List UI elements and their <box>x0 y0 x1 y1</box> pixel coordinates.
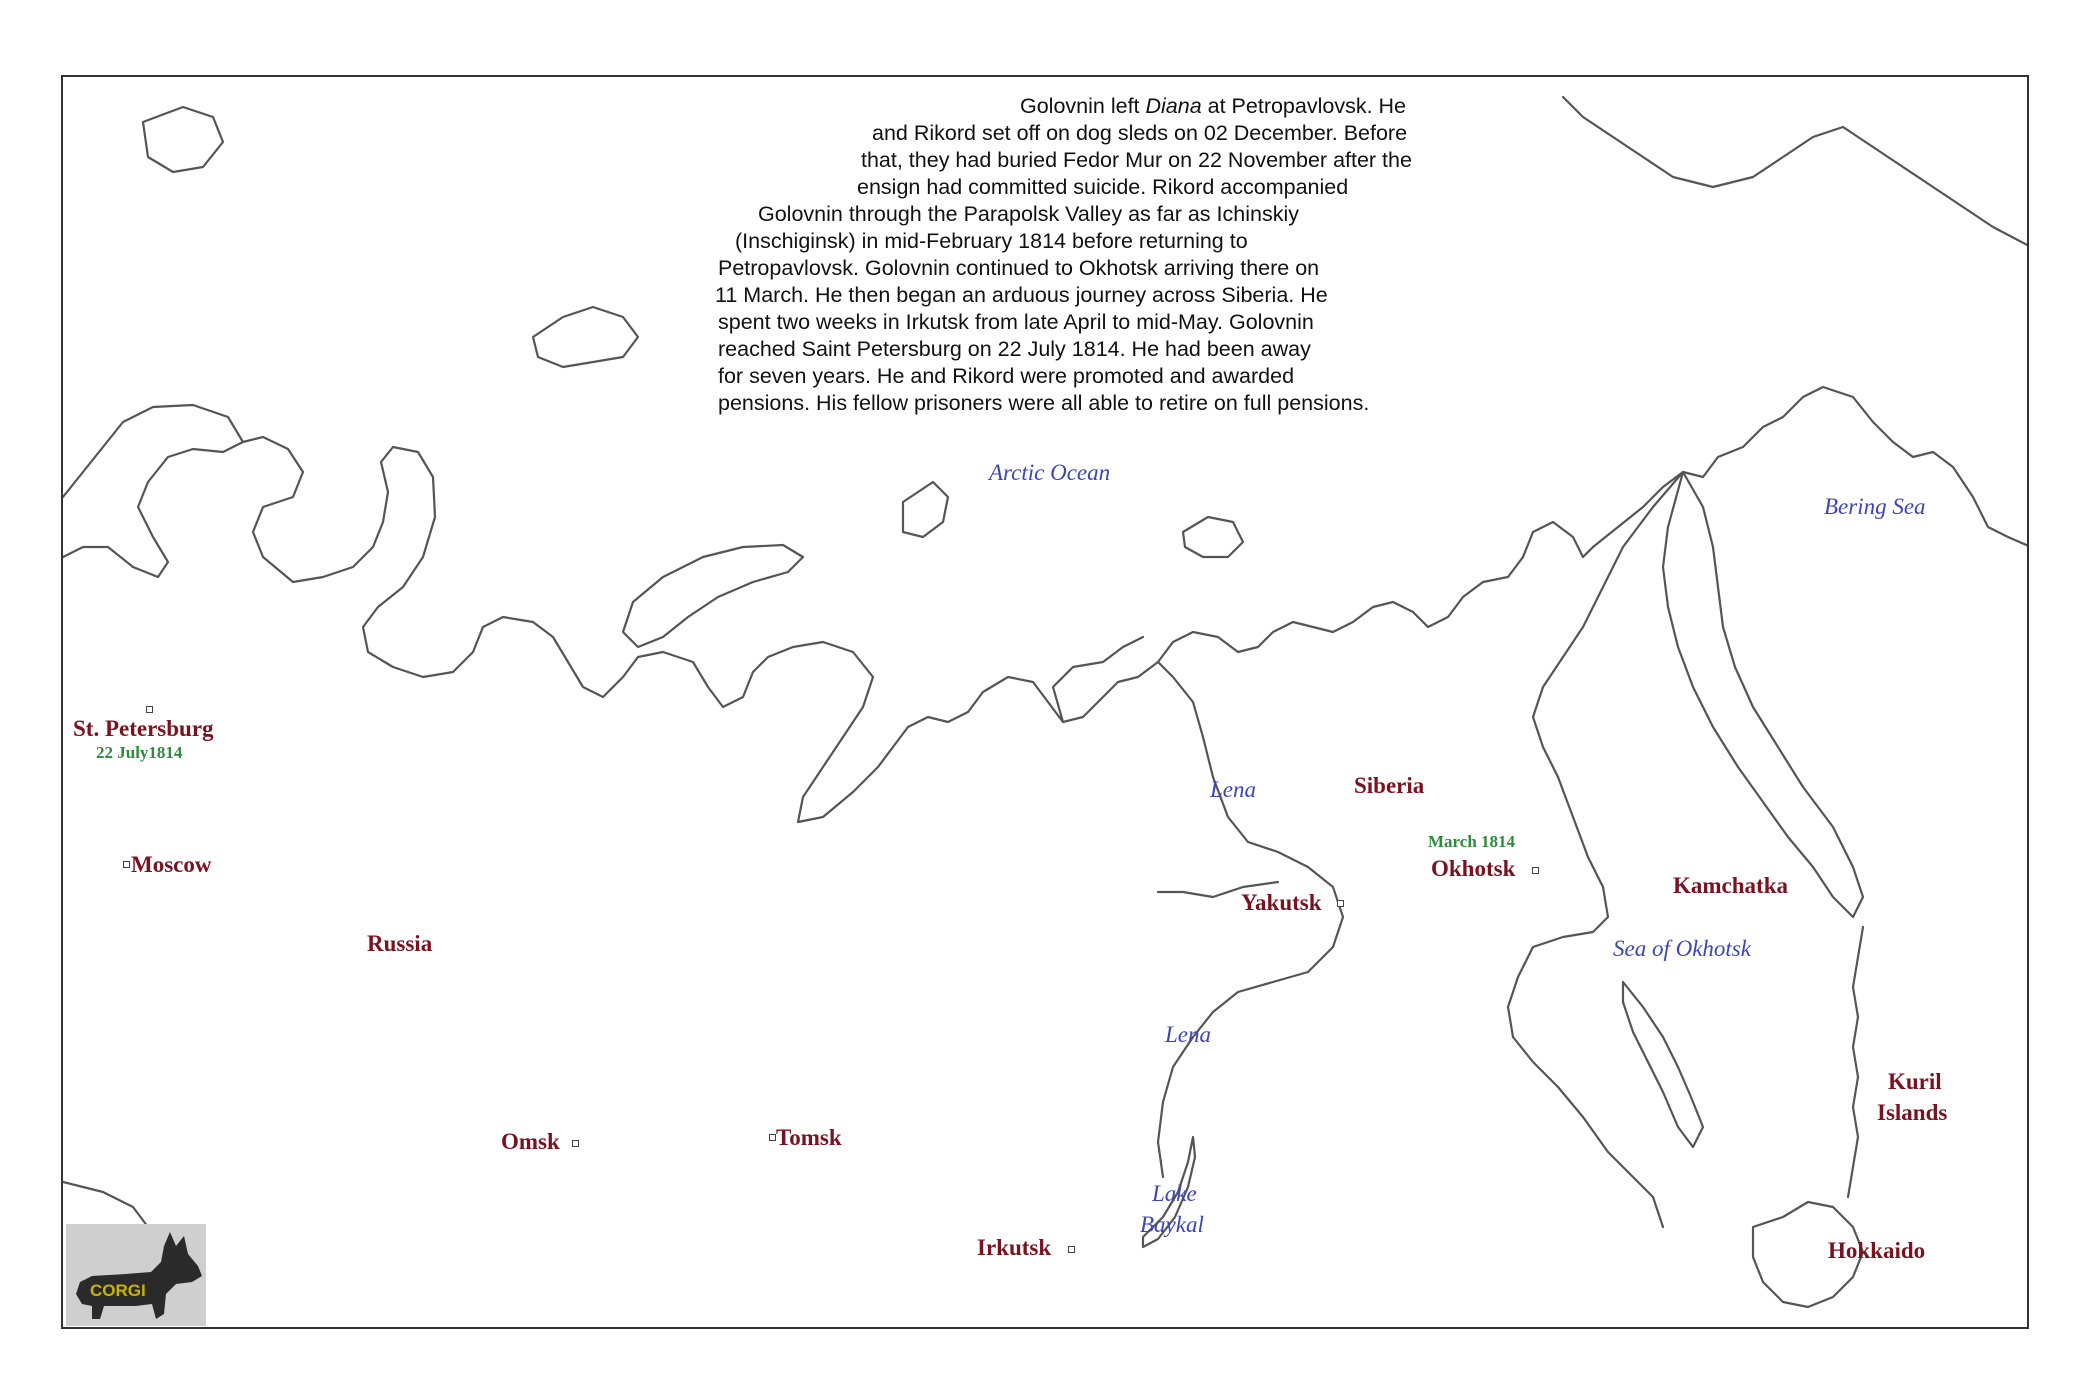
new-siberian-islands <box>1183 517 1243 557</box>
label-baykal: Baykal <box>1140 1212 1204 1237</box>
corgi-silhouette-icon <box>66 1224 206 1326</box>
sakhalin <box>1623 982 1703 1147</box>
novaya-zemlya <box>623 545 803 647</box>
primorye-coast <box>1513 1037 1663 1227</box>
narrative-line-10: reached Saint Petersburg on 22 July 1814. He had been away <box>718 337 1311 361</box>
label-russia: Russia <box>367 931 433 956</box>
kamchatka-coast <box>1663 472 1863 917</box>
date-okhotsk: March 1814 <box>1428 832 1516 851</box>
narrative-line-12: pensions. His fellow prisoners were all able to retire on full pensions. <box>718 391 1370 415</box>
label-irkutsk: Irkutsk <box>977 1235 1052 1260</box>
narrative-line-3: that, they had buried Fedor Mur on 22 November after the <box>861 148 1412 172</box>
label-kamchatka: Kamchatka <box>1673 873 1788 898</box>
svalbard <box>143 107 223 172</box>
corgi-logo-text: CORGI <box>90 1281 146 1300</box>
city-marker-moscow <box>123 861 130 868</box>
franz-josef-land <box>533 307 638 367</box>
lena-river <box>1158 662 1343 1177</box>
city-marker-omsk <box>572 1140 579 1147</box>
narrative-line-1 <box>713 93 1563 120</box>
label-hokkaido: Hokkaido <box>1828 1238 1926 1263</box>
city-marker-yakutsk <box>1337 900 1344 907</box>
city-marker-st-petersburg <box>146 706 153 713</box>
narrative-text <box>713 93 1563 417</box>
label-sea-of-okhotsk: Sea of Okhotsk <box>1613 936 1751 961</box>
label-tomsk: Tomsk <box>776 1125 842 1150</box>
label-lake: Lake <box>1152 1181 1197 1206</box>
label-yakutsk: Yakutsk <box>1241 890 1322 915</box>
narrative-line-2: and Rikord set off on dog sleds on 02 December. Before <box>872 121 1408 145</box>
narrative-line-6: (Inschiginsk) in mid-February 1814 before returning to <box>735 229 1248 253</box>
label-bering-sea: Bering Sea <box>1824 494 1926 519</box>
label-siberia: Siberia <box>1354 773 1425 798</box>
corgi-logo <box>66 1224 206 1326</box>
kola-coast <box>243 437 483 677</box>
chukotka-coast <box>1563 97 2029 247</box>
caspian-area-coast <box>63 1182 148 1227</box>
scandinavia-coast <box>63 405 243 577</box>
narrative-line-4: ensign had committed suicide. Rikord accompanied <box>857 175 1349 199</box>
label-moscow: Moscow <box>131 852 212 877</box>
label-islands: Islands <box>1877 1100 1948 1125</box>
date-st-petersburg: 22 July1814 <box>96 743 183 762</box>
label-omsk: Omsk <box>501 1129 560 1154</box>
narrative-line-11: for seven years. He and Rikord were promoted and awarded <box>718 364 1295 388</box>
city-marker-okhotsk <box>1532 867 1539 874</box>
label-lena-north: Lena <box>1210 777 1256 802</box>
kuril-chain <box>1848 927 1863 1197</box>
severnaya-zemlya <box>903 482 948 537</box>
narrative-line-7: Petropavlovsk. Golovnin continued to Okhotsk arriving there on <box>718 256 1320 280</box>
north-russia-coast <box>483 522 1593 822</box>
label-arctic-ocean: Arctic Ocean <box>989 460 1111 485</box>
narrative-fragment-2: at Petropavlovsk. He <box>1201 94 1407 118</box>
city-marker-irkutsk <box>1068 1246 1075 1253</box>
map-frame <box>61 75 2029 1329</box>
label-okhotsk: Okhotsk <box>1431 856 1516 881</box>
ship-name-diana: Diana <box>1145 94 1202 118</box>
east-siberia-coast <box>1593 387 2029 547</box>
label-st-petersburg: St. Petersburg <box>73 716 214 741</box>
narrative-line-5: Golovnin through the Parapolsk Valley as far as Ichinskiy <box>758 202 1299 226</box>
label-kuril: Kuril <box>1888 1069 1942 1094</box>
city-marker-tomsk <box>769 1134 776 1141</box>
narrative-line-9: spent two weeks in Irkutsk from late April to mid-May. Golovnin <box>718 310 1314 334</box>
label-lena-south: Lena <box>1165 1022 1211 1047</box>
narrative-line-8: 11 March. He then began an arduous journey across Siberia. He <box>715 283 1328 307</box>
narrative-fragment-1: Golovnin left <box>1020 94 1146 118</box>
